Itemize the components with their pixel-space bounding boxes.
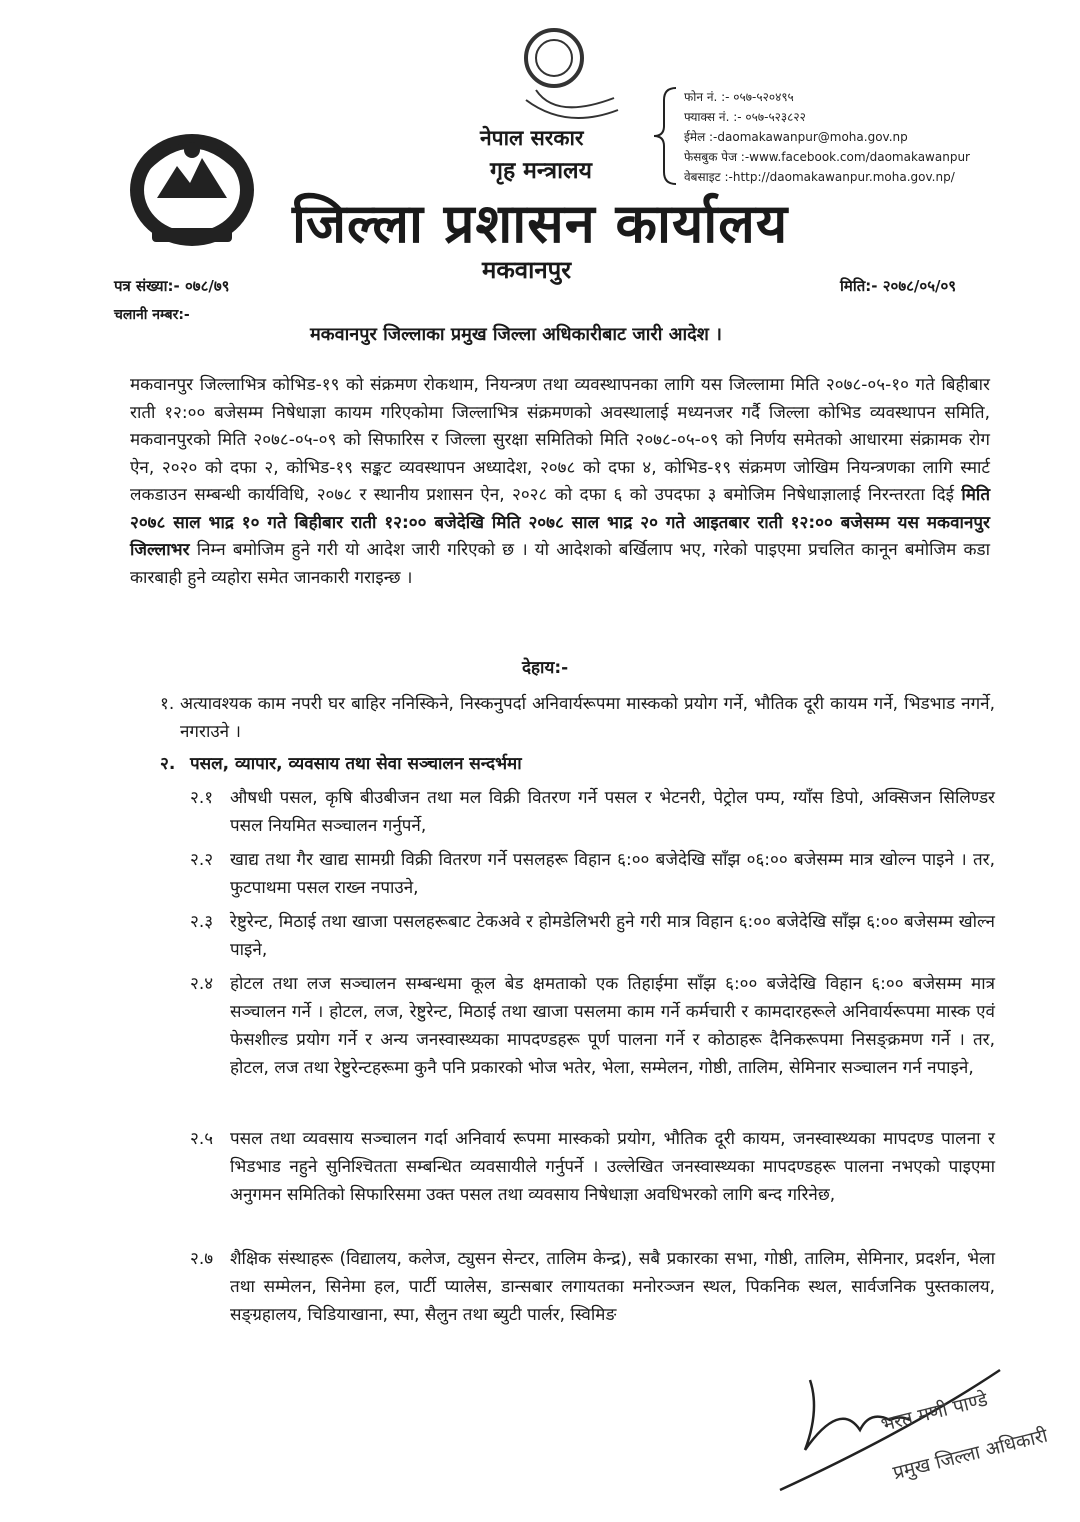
- intro-part2: निम्न बमोजिम हुने गरी यो आदेश जारी गरिएको छ । यो आदेशको बर्खिलाप भए, गरेको पाइएमा प्रचलित कानून बमोजिम कडा कारबाही हुने व्यहोरा समेत जानकारी गराइन्छ ।: [130, 540, 991, 588]
- item-text: पसल तथा व्यवसाय सञ्चालन गर्दा अनिवार्य रूपमा मास्कको प्रयोग, भौतिक दूरी कायम, जनस्वास्थ्यका मापदण्ड पालना र भिडभाड नहुने सुनिश्चितता सम्बन्धित व्यवसायीले गर्नुपर्ने । उल्लेखित जनस्वास्थ्यका मापदण्डहरू पालना नभएको पाइएमा अनुगमन समितिको सिफारिसमा उक्त पसल तथा व्यवसाय निषेधाज्ञा अवधिभरको लागि बन्द गरिनेछ,: [230, 1129, 995, 1205]
- item-number: २.: [160, 754, 176, 774]
- list-item: [230, 784, 995, 840]
- item-text: अत्यावश्यक काम नपरी घर बाहिर ननिस्किने, निस्कनुपर्दा अनिवार्यरूपमा मास्कको प्रयोग गर्ने, भौतिक दूरी कायम गर्ने, भिडभाड नगर्ने, नगराउने ।: [180, 694, 995, 742]
- intro-part1: मकवानपुर जिल्लाभित्र कोभिड-१९ को संक्रमण रोकथाम, नियन्त्रण तथा व्यवस्थापनका लागि यस जिल्लामा मिति २०७८-०५-१० गते बिहीबार राती १२:०० बजेसम्म निषेधाज्ञा कायम गरिएकोमा जिल्लाभित्र संक्रमणको अवस्थालाई मध्यनजर गर्दै जिल्ला कोभिड व्यवस्थापन समिति, मकवानपुरको मिति २०७८-०५-०९ को सिफारिस र जिल्ला सुरक्षा समितिको मिति २०७८-०५-०९ को निर्णय समेतको आधारमा संक्रामक रोग ऐन, २०२० को दफा २, कोभिड-१९ सङ्कट व्यवस्थापन अध्यादेश, २०७८ को दफा ४, कोभिड-१९ संक्रमण जोखिम नियन्त्रणका लागि स्मार्ट लकडाउन सम्बन्धी कार्यविधि, २०७८ र स्थानीय प्रशासन ऐन, २०२८ को दफा ६ को उपदफा ३ बमोजिम निषेधाज्ञालाई निरन्तरता दिई: [130, 375, 990, 505]
- intro-bold: मिति २०७८ साल भाद्र १० गते बिहीबार राती १२:०० बजेदेखि मिति २०७८ साल भाद्र २० गते आइतबार राती १२:०० बजेसम्म यस मकवानपुर जिल्लाभर: [130, 485, 991, 560]
- list-item: [190, 750, 990, 778]
- contact-fax: फ्याक्स नं. :- ०५७-५२३८२२: [684, 110, 806, 124]
- item-text: पसल, व्यापार, व्यवसाय तथा सेवा सञ्चालन सन्दर्भमा: [190, 754, 522, 774]
- district-name: मकवानपुर: [482, 256, 572, 284]
- item-number: २.३: [190, 912, 214, 932]
- list-item: [230, 1125, 995, 1209]
- contact-block: [684, 87, 970, 187]
- item-number: १.: [160, 694, 175, 714]
- office-name: जिल्ला प्रशासन कार्यालय: [292, 192, 789, 255]
- government-name: नेपाल सरकार: [480, 126, 584, 150]
- item-number: २.१: [190, 788, 214, 808]
- signatory-title: प्रमुख जिल्ला अधिकारी: [890, 1424, 1050, 1485]
- list-item: [230, 1245, 995, 1329]
- item-text: होटल तथा लज सञ्चालन सम्बन्धमा कूल बेड क्षमताको एक तिहाईमा साँझ ६:०० बजेदेखि विहान ६:०० बजेसम्म मात्र सञ्चालन गर्ने । होटल, लज, रेष्टुरेन्ट, मिठाई तथा खाजा पसलमा काम गर्ने कर्मचारी र कामदारहरूले अनिवार्यरूपमा मास्क एवं फेसशील्ड प्रयोग गर्ने र अन्य जनस्वास्थ्यका मापदण्डहरू पूर्ण पालना गर्ने र कोठाहरू दैनिकरूपमा निसङ्क्रमण गर्ने । तर, होटल, लज तथा रेष्टुरेन्टहरूमा कुनै पनि प्रकारको भोज भतेर, भेला, सम्मेलन, गोष्ठी, तालिम, सेमिनार सञ्चालन गर्न नपाइने,: [230, 974, 995, 1078]
- item-number: २.७: [190, 1249, 214, 1269]
- list-item: [230, 970, 995, 1082]
- list-item: [230, 846, 995, 902]
- item-number: २.५: [190, 1129, 214, 1149]
- contact-brace-icon: [650, 86, 680, 186]
- item-number: २.४: [190, 974, 214, 994]
- intro-paragraph: [130, 372, 990, 592]
- list-item: [230, 908, 995, 964]
- item-text: शैक्षिक संस्थाहरू (विद्यालय, कलेज, ट्युसन सेन्टर, तालिम केन्द्र), सबै प्रकारका सभा, गोष्ठी, तालिम, सेमिनार, प्रदर्शन, भेला तथा सम्मेलन, सिनेमा हल, पार्टी प्यालेस, डान्सबार लगायतका मनोरञ्जन स्थल, पिकनिक स्थल, सार्वजनिक पुस्तकालय, सङ्ग्रहालय, चिडियाखाना, स्पा, सैलुन तथा ब्युटी पार्लर, स्विमिङ: [230, 1249, 995, 1325]
- nepal-emblem-icon: [122, 128, 262, 253]
- item-text: खाद्य तथा गैर खाद्य सामग्री विक्री वितरण गर्ने पसलहरू विहान ६:०० बजेदेखि साँझ ०६:०० बजेसम्म मात्र खोल्न पाइने । तर, फुटपाथमा पसल राख्न नपाउने,: [230, 850, 995, 898]
- document-date: मिति:- २०७८/०५/०९: [840, 277, 957, 295]
- item-text: रेष्टुरेन्ट, मिठाई तथा खाजा पसलहरूबाट टेकअवे र होमडेलिभरी हुने गरी मात्र विहान ६:०० बजेदेखि साँझ ६:०० बजेसम्म खोल्न पाइने,: [230, 912, 995, 960]
- list-heading: देहाय:-: [522, 658, 569, 678]
- ministry-name: गृह मन्त्रालय: [490, 158, 592, 184]
- contact-email: ईमेल :-daomakawanpur@moha.gov.np: [684, 130, 908, 144]
- dispatch-number: चलानी नम्बर:-: [114, 307, 190, 323]
- office-seal-icon: [496, 20, 626, 132]
- list-item: [180, 690, 995, 746]
- contact-phone: फोन नं. :- ०५७-५२०४९५: [684, 90, 794, 104]
- reference-number: पत्र संख्या:- ०७८/७९: [114, 277, 230, 295]
- item-text: औषधी पसल, कृषि बीउबीजन तथा मल विक्री वितरण गर्ने पसल र भेटनरी, पेट्रोल पम्प, ग्याँस डिपो, अक्सिजन सिलिण्डर पसल नियमित सञ्चालन गर्नुपर्ने,: [230, 788, 995, 836]
- contact-website: वेबसाइट :-http://daomakawanpur.moha.gov.np/: [684, 170, 955, 184]
- signatory-name: भरत मणी पाण्डे: [878, 1388, 990, 1437]
- item-number: २.२: [190, 850, 214, 870]
- contact-facebook: फेसबुक पेज :-www.facebook.com/daomakawanpur: [684, 150, 970, 164]
- subject-line: मकवानपुर जिल्लाका प्रमुख जिल्ला अधिकारीबाट जारी आदेश ।: [310, 324, 722, 345]
